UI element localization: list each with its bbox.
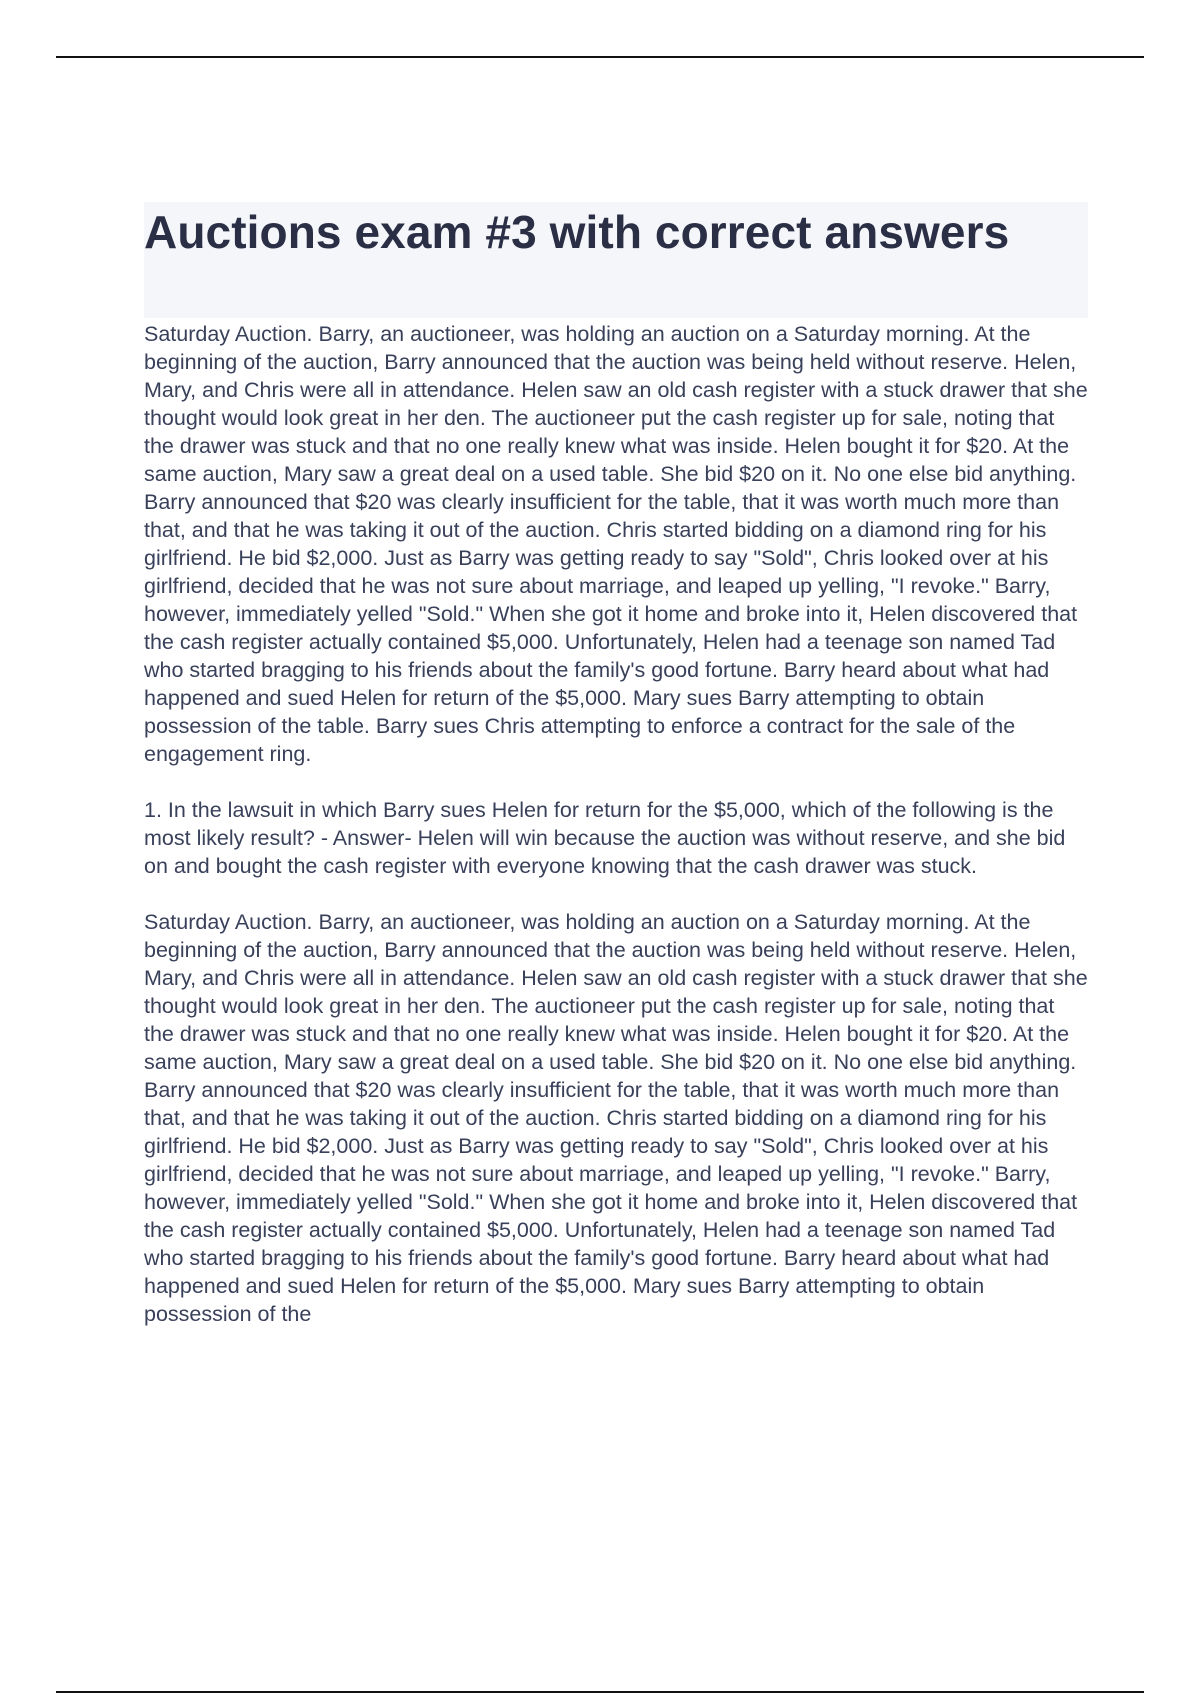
scenario-paragraph: Saturday Auction. Barry, an auctioneer, was holding an auction on a Saturday morning. At the beginning of the auction, Barry announced that the auction was being held without reserve. Helen, Mary, and Chris were all in attendance. Helen saw an old cash register with a stuck drawer that she thought would look great in her den. The auctioneer put the cash register up for sale, noting that the drawer was stuck and that no one really knew what was inside. Helen bought it for $20. At the same auction, Mary saw a great deal on a used table. She bid $20 on it. No one else bid anything. Barry announced that $20 was clearly insufficient for the table, that it was worth much more than that, and that he was taking it out of the auction. Chris started bidding on a diamond ring for his girlfriend. He bid $2,000. Just as Barry was getting ready to say "Sold", Chris looked over at his girlfriend, decided that he was not sure about marriage, and leaped up yelling, "I revoke." Barry, however, immediately yelled "Sold." When she got it home and broke into it, Helen discovered that the cash register actually contained $5,000. Unfortunately, Helen had a teenage son named Tad who started bragging to his friends about the family's good fortune. Barry heard about what had happened and sued Helen for return of the $5,000. Mary sues Barry attempting to obtain possession of the table. Barry sues Chris attempting to enforce a contract for the sale of the engagement ring. — [144, 322, 1088, 766]
scenario-paragraph-repeat: Saturday Auction. Barry, an auctioneer, was holding an auction on a Saturday morning. At the beginning of the auction, Barry announced that the auction was being held without reserve. Helen, Mary, and Chris were all in attendance. Helen saw an old cash register with a stuck drawer that she thought would look great in her den. The auctioneer put the cash register up for sale, noting that the drawer was stuck and that no one really knew what was inside. Helen bought it for $20. At the same auction, Mary saw a great deal on a used table. She bid $20 on it. No one else bid anything. Barry announced that $20 was clearly insufficient for the table, that it was worth much more than that, and that he was taking it out of the auction. Chris started bidding on a diamond ring for his girlfriend. He bid $2,000. Just as Barry was getting ready to say "Sold", Chris looked over at his girlfriend, decided that he was not sure about marriage, and leaped up yelling, "I revoke." Barry, however, immediately yelled "Sold." When she got it home and broke into it, Helen discovered that the cash register actually contained $5,000. Unfortunately, Helen had a teenage son named Tad who started bragging to his friends about the family's good fortune. Barry heard about what had happened and sued Helen for return of the $5,000. Mary sues Barry attempting to obtain possession of the — [144, 910, 1088, 1326]
bottom-divider — [56, 1691, 1144, 1693]
question-answer-paragraph: 1. In the lawsuit in which Barry sues Helen for return for the $5,000, which of the following is the most likely result? - Answer- Helen will win because the auction was without reserve, and she bid on and bought the cash register with everyone knowing that the cash drawer was stuck. — [144, 798, 1066, 878]
top-divider — [56, 56, 1144, 58]
document-body — [144, 320, 1088, 1356]
page-title: Auctions exam #3 with correct answers — [144, 206, 1010, 258]
title-banner — [144, 202, 1088, 318]
